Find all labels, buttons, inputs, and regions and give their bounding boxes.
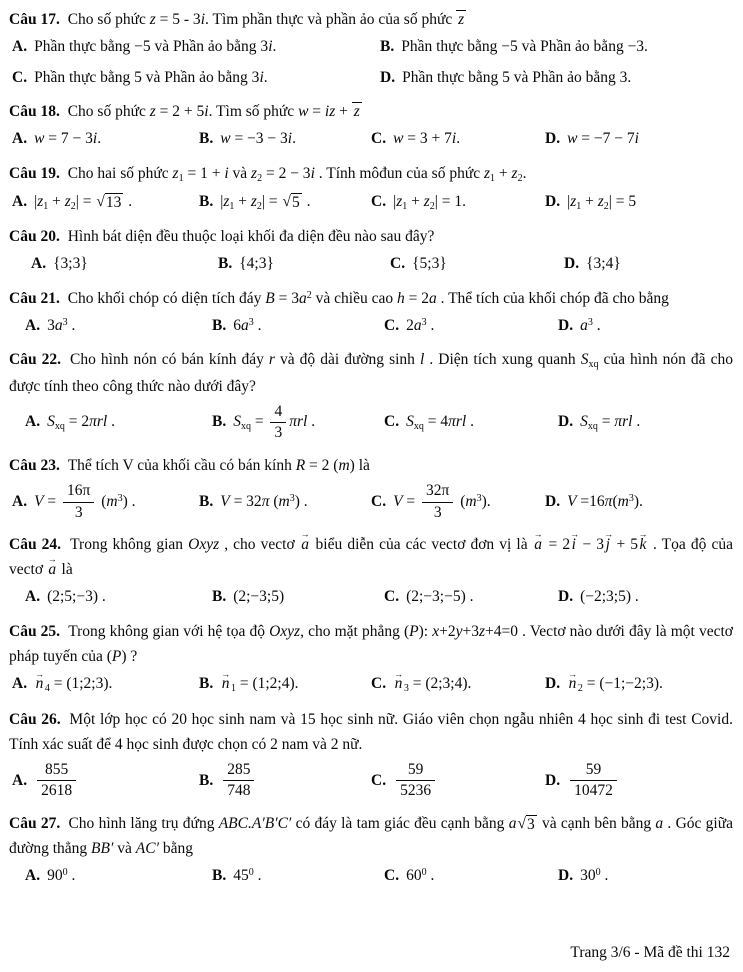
option-key: C.	[384, 867, 400, 885]
answer-option	[12, 673, 199, 697]
option-key: B.	[380, 38, 395, 56]
option-key: B.	[199, 130, 214, 148]
option-key: D.	[558, 867, 574, 885]
option-key: D.	[380, 68, 396, 86]
question-block	[9, 224, 733, 276]
option-key: B.	[212, 413, 227, 431]
question-body: Trong không gian Oxyz , cho vectơ a → biểu diễn của các vectơ đơn vị là a → = 2i → − 3j → + 5k → . Tọa độ của vectơ a → là	[9, 536, 733, 578]
answer-option	[12, 67, 380, 89]
question-label: Câu 23.	[9, 456, 64, 474]
option-text: $|z_1 + z_2| = 1$.	[393, 192, 467, 212]
page-footer: Trang 3/6 - Mã đề thi 132	[570, 944, 730, 961]
option-text: $60^0$ .	[406, 867, 435, 885]
option-key: A.	[12, 38, 28, 56]
answer-option	[25, 411, 212, 435]
answer-option	[212, 403, 384, 443]
question-label: Câu 20.	[9, 228, 64, 246]
answer-option	[12, 36, 380, 58]
option-text: V = $\frac{32\pi}{3}$ $(m^3)$.	[393, 482, 491, 521]
answer-option	[371, 673, 545, 697]
question-label: Câu 21.	[9, 289, 64, 307]
option-key: C.	[371, 492, 387, 510]
option-text: Phần thực bằng −5 và Phần ảo bằng −3.	[401, 38, 648, 56]
question-text	[9, 619, 733, 669]
options-row	[9, 128, 733, 150]
option-text: Phần thực bằng 5 và Phần ảo bằng 3i.	[34, 68, 268, 86]
question-block	[9, 453, 733, 522]
answer-option	[199, 761, 371, 801]
question-label: Câu 18.	[9, 103, 64, 121]
question-block	[9, 707, 733, 801]
options-row	[9, 315, 733, 337]
option-key: C.	[371, 771, 387, 789]
option-key: D.	[558, 588, 574, 606]
answer-option	[390, 253, 564, 275]
option-key: B.	[218, 255, 233, 273]
question-label: Câu 17.	[9, 11, 64, 28]
answer-option	[25, 315, 212, 337]
option-text: $3a^3$ .	[47, 317, 76, 334]
option-text: $|z_1 + z_2|$ = √ 13 .	[34, 192, 133, 212]
question-label: Câu 22.	[9, 351, 67, 369]
answer-option	[199, 128, 371, 150]
option-text: V = $\frac{16\pi}{3}$ $(m^3)$ .	[34, 482, 136, 521]
question-block	[9, 7, 733, 89]
options-row	[9, 36, 733, 89]
option-text: $|z_1 + z_2|$ = √ 5 .	[220, 192, 311, 212]
answer-option	[25, 586, 212, 608]
answer-option	[545, 761, 733, 801]
options-row	[9, 253, 733, 275]
question-block	[9, 811, 733, 888]
question-body: Thể tích V của khối cầu có bán kính R = 2 (m) là	[67, 456, 370, 474]
answer-option	[545, 191, 733, 215]
answer-option	[212, 865, 384, 887]
question-body: Hình bát diện đều thuộc loại khối đa diện đều nào sau đây?	[67, 228, 435, 246]
options-row	[9, 761, 733, 801]
option-key: D.	[558, 413, 574, 431]
answer-option	[212, 315, 384, 337]
option-text: $S_{xq} = 4\pi rl$ .	[406, 413, 474, 433]
question-text	[9, 453, 733, 478]
option-key: D.	[564, 255, 580, 273]
options-row	[9, 673, 733, 697]
option-text: $90^0$ .	[47, 867, 76, 885]
question-body: Cho hình lăng trụ đứng ABC.A′B′C′ có đáy là tam giác đều cạnh bằng a √ 3 và cạnh bên bằng a . Góc giữa đường thẳng BB′ và AC′ bằng	[9, 815, 733, 858]
answer-option	[12, 128, 199, 150]
question-body: Cho số phức z = 5 - 3i. Tìm phần thực và phần ảo của số phức z	[67, 11, 465, 28]
question-label: Câu 26.	[9, 710, 66, 728]
question-block	[9, 347, 733, 442]
question-list	[9, 7, 733, 888]
option-text: n → $_3$ = (2;3;4).	[393, 675, 471, 692]
option-key: B.	[212, 867, 227, 885]
option-key: A.	[12, 492, 28, 510]
answer-option	[199, 491, 371, 513]
answer-option	[218, 253, 390, 275]
option-key: A.	[12, 192, 28, 210]
question-label: Câu 25.	[9, 622, 65, 640]
option-text: $45^0$ .	[233, 867, 262, 885]
option-key: A.	[31, 255, 47, 273]
option-key: B.	[212, 588, 227, 606]
answer-option	[545, 128, 733, 150]
answer-option	[12, 761, 199, 801]
option-text: w = 3 + 7i.	[393, 130, 461, 148]
question-label: Câu 19.	[9, 164, 64, 182]
option-key: C.	[371, 130, 387, 148]
question-text	[9, 347, 733, 398]
answer-option	[371, 191, 545, 215]
answer-option	[558, 586, 733, 608]
option-text: (2;−3;5)	[233, 588, 285, 606]
option-text: $V =16\pi(m^3)$.	[567, 492, 643, 510]
options-row	[9, 586, 733, 608]
question-text	[9, 707, 733, 757]
answer-option	[199, 191, 371, 215]
answer-option	[558, 411, 733, 435]
option-key: B.	[212, 317, 227, 334]
question-block	[9, 161, 733, 215]
question-label: Câu 24.	[9, 536, 67, 554]
options-row	[9, 191, 733, 215]
option-text: $\frac{285}{748}$	[220, 772, 257, 789]
option-key: C.	[384, 588, 400, 606]
option-key: C.	[390, 255, 406, 273]
question-body: Trong không gian với hệ tọa độ Oxyz, cho mặt phẳng (P): x+2y+3z+4=0 . Vectơ nào dưới đây là một vectơ pháp tuyến của (P) ?	[9, 622, 733, 666]
question-block	[9, 286, 733, 338]
answer-option	[12, 482, 199, 522]
answer-option	[545, 673, 733, 697]
answer-option	[31, 253, 218, 275]
option-text: n → $_2$ = (−1;−2;3).	[567, 675, 663, 692]
option-key: A.	[12, 771, 28, 789]
option-text: $6a^3$ .	[233, 317, 262, 334]
options-row	[9, 482, 733, 522]
question-text	[9, 224, 733, 249]
option-text: $S_{xq} = 2\pi rl$ .	[47, 413, 115, 433]
option-key: B.	[199, 192, 214, 210]
answer-option	[380, 67, 733, 89]
option-key: A.	[25, 413, 41, 431]
option-key: D.	[558, 317, 574, 334]
option-key: A.	[12, 675, 28, 693]
answer-option	[12, 191, 199, 215]
question-block	[9, 532, 733, 609]
option-key: C.	[12, 68, 28, 86]
answer-option	[371, 482, 545, 522]
option-text: Phần thực bằng 5 và Phần ảo bằng 3.	[402, 68, 632, 86]
question-label: Câu 27.	[9, 815, 65, 833]
answer-option	[384, 315, 558, 337]
answer-option	[371, 761, 545, 801]
option-text: $2a^3$ .	[406, 317, 435, 334]
question-body: Một lớp học có 20 học sinh nam và 15 học sinh nữ. Giáo viên chọn ngẫu nhiên 4 học sinh đi test Covid. Tính xác suất để 4 học sinh được chọn có 2 nam và 2 nữ.	[9, 710, 733, 753]
option-key: C.	[384, 317, 400, 334]
option-text: $|z_1 + z_2| = 5$	[567, 192, 637, 212]
answer-option	[371, 128, 545, 150]
option-text: $\frac{59}{10472}$	[567, 772, 620, 789]
question-body: Cho khối chóp có diện tích đáy $B = 3a^2$ và chiều cao h = 2a . Thể tích của khối chóp đã cho bằng	[67, 289, 669, 307]
option-key: A.	[12, 130, 28, 148]
option-key: A.	[25, 317, 41, 334]
question-block	[9, 99, 733, 151]
option-text: V = 32π $(m^3)$ .	[220, 492, 308, 510]
option-text: n → $_1$ = (1;2;4).	[220, 675, 298, 692]
question-text	[9, 7, 733, 32]
option-key: D.	[545, 492, 561, 510]
option-key: B.	[199, 492, 214, 510]
question-body: Cho số phức z = 2 + 5i. Tìm số phức w = iz + z	[67, 103, 360, 121]
option-key: D.	[545, 771, 561, 789]
option-text: w = −3 − 3i.	[220, 130, 296, 148]
options-row	[9, 403, 733, 443]
answer-option	[25, 865, 212, 887]
option-text: {5;3}	[412, 255, 447, 273]
option-text: $30^0$ .	[580, 867, 609, 885]
option-text: Phần thực bằng −5 và Phần ảo bằng 3i.	[34, 38, 277, 56]
question-text	[9, 99, 733, 124]
option-text: {4;3}	[239, 255, 274, 273]
option-key: C.	[371, 675, 387, 693]
answer-option	[199, 673, 371, 697]
answer-option	[564, 253, 733, 275]
answer-option	[545, 491, 733, 513]
question-text	[9, 161, 733, 187]
question-text	[9, 286, 733, 311]
option-text: $a^3$ .	[580, 317, 601, 334]
option-text: (2;−3;−5) .	[406, 588, 474, 606]
option-text: n → $_4$ = (1;2;3).	[34, 675, 112, 692]
option-key: A.	[25, 588, 41, 606]
option-text: {3;3}	[53, 255, 88, 273]
question-text	[9, 532, 733, 582]
option-key: D.	[545, 192, 561, 210]
option-text: w = 7 − 3i.	[34, 130, 102, 148]
option-text: $\frac{59}{5236}$	[393, 772, 438, 789]
option-key: C.	[384, 413, 400, 431]
option-key: D.	[545, 675, 561, 693]
question-body: Cho hai số phức $z_1 = 1 + i$ và $z_2 = 2 - 3i$ . Tính môđun của số phức $z_1 + z_2$.	[67, 164, 527, 184]
options-row	[9, 865, 733, 887]
option-text: {3;4}	[586, 255, 621, 273]
answer-option	[384, 586, 558, 608]
option-text: $S_{xq}$ = $\frac{4}{3}$ πrl .	[233, 402, 316, 442]
question-body: Cho hình nón có bán kính đáy r và độ dài đường sinh l . Diện tích xung quanh $S_{xq}$ của hình nón đã cho được tính theo công thức nào dưới đây?	[9, 351, 733, 395]
question-block	[9, 619, 733, 697]
option-key: B.	[199, 771, 214, 789]
answer-option	[212, 586, 384, 608]
option-key: D.	[545, 130, 561, 148]
option-key: A.	[25, 867, 41, 885]
answer-option	[558, 865, 733, 887]
option-key: C.	[371, 192, 387, 210]
option-text: $\frac{855}{2618}$	[34, 772, 79, 789]
answer-option	[380, 36, 733, 58]
option-text: (−2;3;5) .	[580, 588, 639, 606]
option-text: (2;5;−3) .	[47, 588, 106, 606]
option-text: $S_{xq} = \pi rl$ .	[580, 413, 641, 433]
question-text	[9, 811, 733, 861]
option-key: B.	[199, 675, 214, 693]
option-text: w = −7 − 7i	[567, 130, 639, 148]
answer-option	[558, 315, 733, 337]
answer-option	[384, 865, 558, 887]
answer-option	[384, 411, 558, 435]
